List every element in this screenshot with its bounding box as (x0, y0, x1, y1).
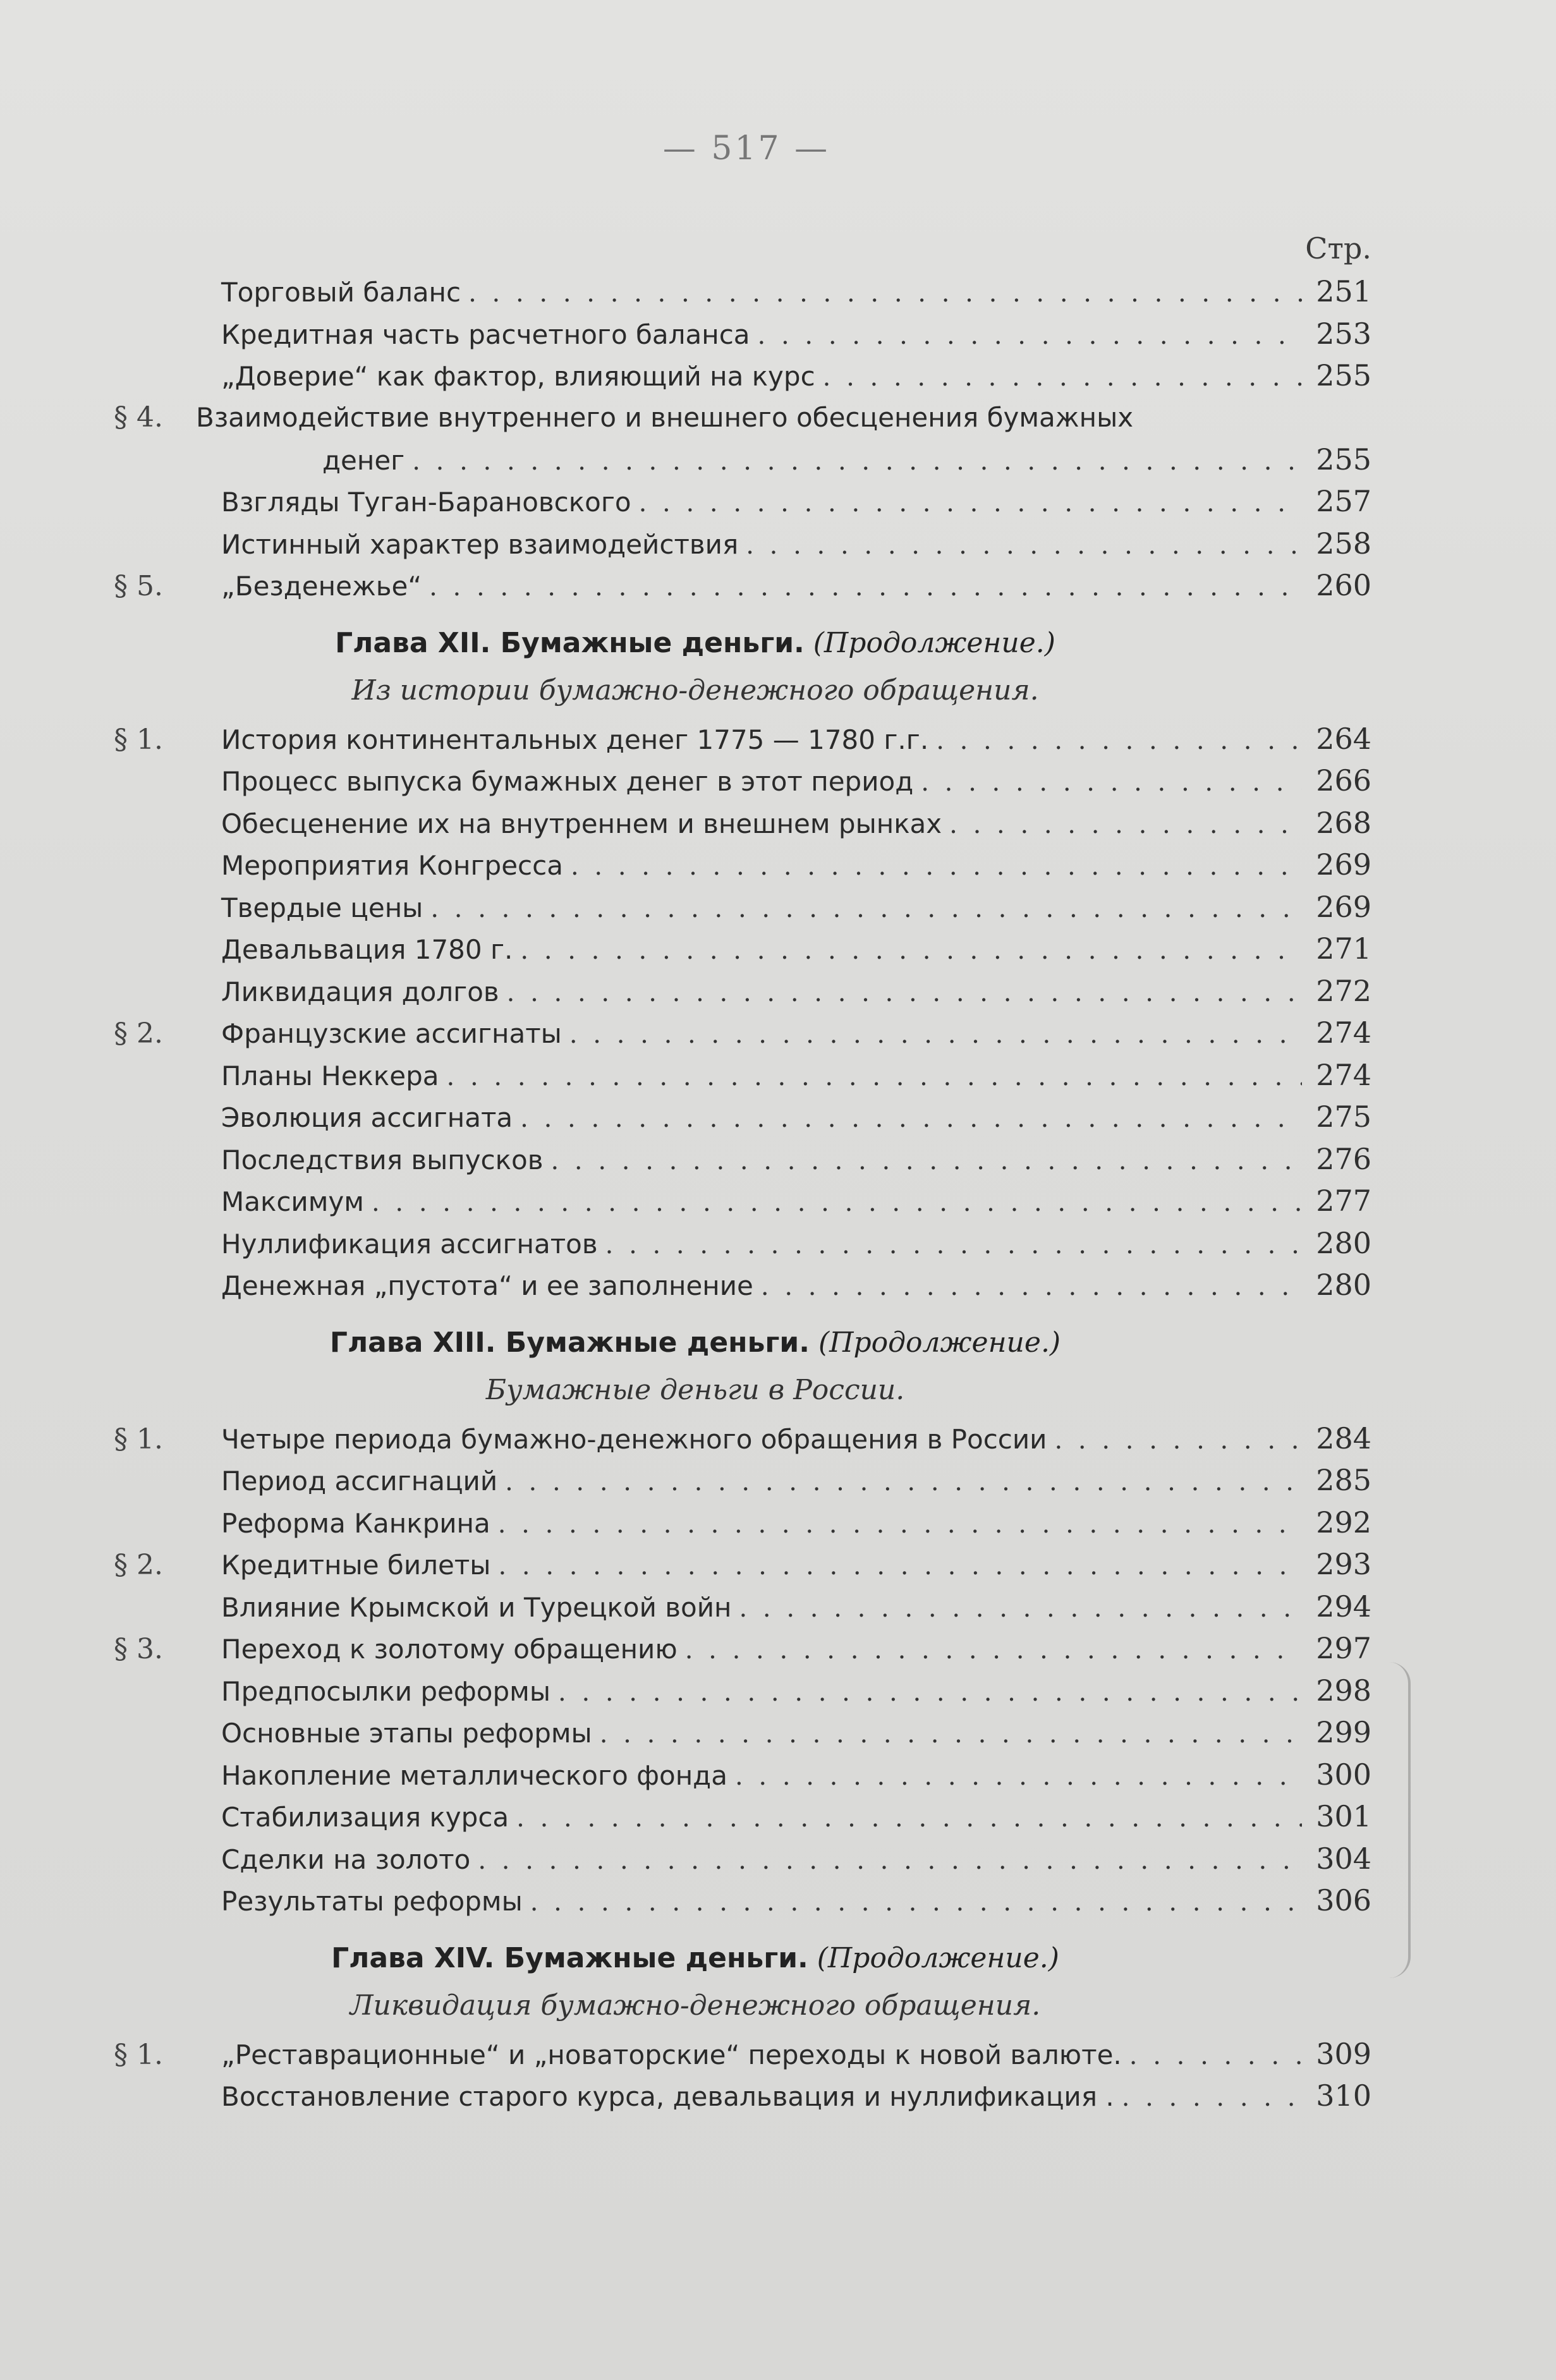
dot-leader (735, 1756, 1302, 1797)
page-ref: 255 (1316, 358, 1371, 392)
toc-entry (114, 1879, 1371, 1922)
dot-leader (516, 1797, 1302, 1839)
section-number: § 2. (114, 1549, 163, 1581)
entry-title: Кредитные билеты (221, 1550, 491, 1581)
dot-leader (685, 1629, 1302, 1671)
chapter-heading (114, 618, 1371, 669)
toc-entry (114, 523, 1371, 565)
toc-entry (114, 313, 1371, 355)
dot-leader (520, 1098, 1302, 1139)
toc-entry (114, 718, 1371, 760)
dot-leader (429, 566, 1302, 608)
dot-leader (498, 1545, 1302, 1587)
section-number: § 1. (114, 723, 163, 756)
toc-entry (114, 1418, 1371, 1460)
entry-title: Предпосылки реформы (221, 1675, 551, 1707)
page-ref: 269 (1316, 889, 1371, 924)
dot-leader (1129, 2035, 1302, 2077)
chapter-subtitle: Бумажные деньги в России. (485, 1373, 905, 1406)
entry-title: Реформа Канкрина (221, 1507, 490, 1539)
dot-leader (605, 1224, 1302, 1266)
page-ref: 309 (1316, 2036, 1371, 2071)
entry-title: Влияние Крымской и Турецкой войн (221, 1591, 732, 1623)
section-number: § 3. (114, 1633, 163, 1665)
toc-entry (114, 1627, 1371, 1670)
entry-title-cont: денег (322, 444, 405, 476)
entry-title: Истинный характер взаимодействия (221, 528, 739, 560)
toc-entry (114, 1670, 1371, 1712)
entry-title: Кредитная часть расчетного баланса (221, 319, 750, 350)
entry-title: Взгляды Туган-Барановского (221, 487, 631, 518)
chapter-subtitle: Из истории бумажно-денежного обращения. (351, 674, 1039, 707)
toc-entry (114, 928, 1371, 970)
toc-entry (114, 1795, 1371, 1838)
page-ref: 298 (1316, 1673, 1371, 1708)
entry-title: Сделки на золото (221, 1843, 471, 1875)
dot-leader (505, 1461, 1302, 1503)
dot-leader (949, 804, 1302, 846)
toc-entry (114, 480, 1371, 523)
chapter-heading (114, 1318, 1371, 1368)
page-ref: 285 (1316, 1463, 1371, 1497)
dot-leader (550, 1140, 1302, 1182)
entry-title: „Реставрационные“ и „новаторские“ переходы к новой валюте. (221, 2039, 1122, 2070)
dot-leader (921, 762, 1302, 803)
entry-title: Твердые цены (221, 892, 423, 923)
chapter-continuation: (Продолжение.) (817, 1941, 1059, 1974)
toc-entry (114, 1180, 1371, 1222)
chapter-continuation: (Продолжение.) (813, 626, 1055, 659)
page-ref: 300 (1316, 1757, 1371, 1792)
toc-entry (114, 1096, 1371, 1138)
dot-leader (639, 482, 1302, 524)
dot-leader (430, 888, 1302, 930)
page-ref: 258 (1316, 526, 1371, 561)
page-ref: 274 (1316, 1016, 1371, 1050)
entry-title: Последствия выпусков (221, 1144, 544, 1175)
toc-header (114, 228, 1371, 270)
page-ref: 310 (1316, 2079, 1371, 2113)
page-ref: 275 (1316, 1100, 1371, 1134)
page-column-header: Стр. (1305, 231, 1371, 265)
toc-entry (114, 1754, 1371, 1796)
page-ref: 304 (1316, 1841, 1371, 1876)
entry-title: Нуллификация ассигнатов (221, 1228, 598, 1260)
page-number: — 517 — (662, 130, 830, 167)
chapter-subtitle: Ликвидация бумажно-денежного обращения. (349, 1989, 1041, 2022)
page-ref: 293 (1316, 1547, 1371, 1581)
page-ref: 272 (1316, 973, 1371, 1008)
page-ref: 253 (1316, 316, 1371, 351)
toc-entry (114, 2033, 1371, 2075)
toc-entry (114, 397, 1371, 439)
dot-leader (746, 525, 1302, 566)
toc-entry (114, 1054, 1371, 1096)
dot-leader (530, 1881, 1302, 1923)
page-ref: 255 (1316, 442, 1371, 477)
section-number: § 1. (114, 2038, 163, 2071)
dot-leader (823, 356, 1302, 398)
page-ref: 280 (1316, 1225, 1371, 1260)
toc-entry (114, 1502, 1371, 1544)
dot-leader (468, 272, 1302, 314)
entry-title: История континентальных денег 1775 — 1780 г.г. (221, 724, 929, 755)
page-ref: 268 (1316, 805, 1371, 840)
toc-entry-continuation (114, 439, 1371, 481)
entry-title: „Безденежье“ (221, 571, 422, 602)
page-ref: 277 (1316, 1184, 1371, 1218)
page-ref: 260 (1316, 568, 1371, 602)
page-ref: 292 (1316, 1505, 1371, 1539)
toc-entry (114, 844, 1371, 886)
page-ref: 284 (1316, 1421, 1371, 1455)
table-of-contents (114, 228, 1371, 2117)
toc-entry (114, 1586, 1371, 1628)
toc-entry (114, 355, 1371, 397)
dot-leader (758, 315, 1302, 356)
page-ref: 306 (1316, 1883, 1371, 1917)
entry-title: Результаты реформы (221, 1886, 523, 1917)
dot-leader (739, 1588, 1302, 1629)
toc-entry (114, 270, 1371, 313)
toc-entry (114, 1264, 1371, 1306)
pencil-mark (1389, 1662, 1411, 1978)
toc-entry (114, 1838, 1371, 1880)
entry-title: Торговый баланс (221, 277, 461, 308)
entry-title: Обесценение их на внутреннем и внешнем рынках (221, 808, 942, 839)
dot-leader (507, 972, 1302, 1014)
page-ref: 274 (1316, 1057, 1371, 1092)
toc-entry (114, 970, 1371, 1012)
dot-leader (558, 1672, 1302, 1713)
entry-title: Максимум (221, 1186, 364, 1217)
entry-title: Планы Неккера (221, 1060, 439, 1091)
entry-title: Четыре периода бумажно-денежного обращения в России (221, 1423, 1047, 1455)
dot-leader (1122, 2077, 1302, 2118)
section-number: § 1. (114, 1423, 163, 1455)
chapter-title: Глава XIV. Бумажные деньги. (331, 1941, 808, 1974)
entry-title: Мероприятия Конгресса (221, 850, 563, 881)
page-ref: 280 (1316, 1268, 1371, 1302)
toc-entry (114, 760, 1371, 802)
entry-title: Ликвидация долгов (221, 976, 499, 1007)
dot-leader (600, 1713, 1302, 1755)
page-ref: 299 (1316, 1715, 1371, 1749)
dot-leader (498, 1503, 1302, 1545)
toc-entry (114, 802, 1371, 844)
page-ref: 264 (1316, 721, 1371, 756)
chapter-continuation: (Продолжение.) (818, 1326, 1061, 1359)
page-ref: 297 (1316, 1631, 1371, 1665)
dot-leader (571, 846, 1302, 887)
entry-title: Денежная „пустота“ и ее заполнение (221, 1270, 753, 1301)
page-ref: 251 (1316, 274, 1371, 308)
dot-leader (761, 1266, 1302, 1308)
section-number: § 2. (114, 1017, 163, 1050)
toc-entry (114, 564, 1371, 607)
toc-entry (114, 886, 1371, 928)
toc-entry (114, 1459, 1371, 1502)
chapter-heading (114, 1933, 1371, 1984)
entry-title: Французские ассигнаты (221, 1018, 562, 1049)
page-ref: 276 (1316, 1141, 1371, 1176)
section-number: § 4. (114, 401, 163, 434)
entry-title: Основные этапы реформы (221, 1718, 592, 1749)
dot-leader (412, 440, 1302, 482)
page-ref: 301 (1316, 1799, 1371, 1833)
page-ref: 269 (1316, 847, 1371, 882)
dot-leader (1054, 1419, 1302, 1461)
page-ref: 294 (1316, 1589, 1371, 1624)
dot-leader (447, 1056, 1302, 1098)
page-ref: 266 (1316, 763, 1371, 798)
toc-entry (114, 1138, 1371, 1181)
page-ref: 271 (1316, 932, 1371, 966)
entry-title: Эволюция ассигната (221, 1102, 513, 1133)
dot-leader (936, 720, 1302, 762)
entry-title: Период ассигнаций (221, 1466, 498, 1497)
toc-entry (114, 1012, 1371, 1054)
entry-title: „Доверие“ как фактор, влияющий на курс (221, 361, 815, 392)
toc-entry (114, 1711, 1371, 1754)
dot-leader (478, 1840, 1302, 1881)
entry-title: Переход к золотому обращению (221, 1634, 678, 1665)
chapter-title: Глава XII. Бумажные деньги. (335, 626, 805, 659)
page-ref: 257 (1316, 484, 1371, 518)
entry-title: Стабилизация курса (221, 1802, 509, 1833)
entry-title: Взаимодействие внутреннего и внешнего обесценения бумажных (196, 401, 1134, 433)
toc-entry (114, 2075, 1371, 2117)
toc-entry (114, 1222, 1371, 1265)
entry-title: Процесс выпуска бумажных денег в этот период (221, 766, 914, 797)
entry-title: Восстановление старого курса, девальвация и нуллификация . (221, 2081, 1114, 2112)
dot-leader (569, 1014, 1302, 1055)
dot-leader (520, 930, 1302, 971)
section-number: § 5. (114, 570, 163, 602)
entry-title: Накопление металлического фонда (221, 1759, 727, 1791)
chapter-title: Глава XIII. Бумажные деньги. (329, 1326, 810, 1359)
entry-title: Девальвация 1780 г. (221, 934, 513, 965)
dot-leader (372, 1182, 1302, 1223)
toc-entry (114, 1543, 1371, 1586)
